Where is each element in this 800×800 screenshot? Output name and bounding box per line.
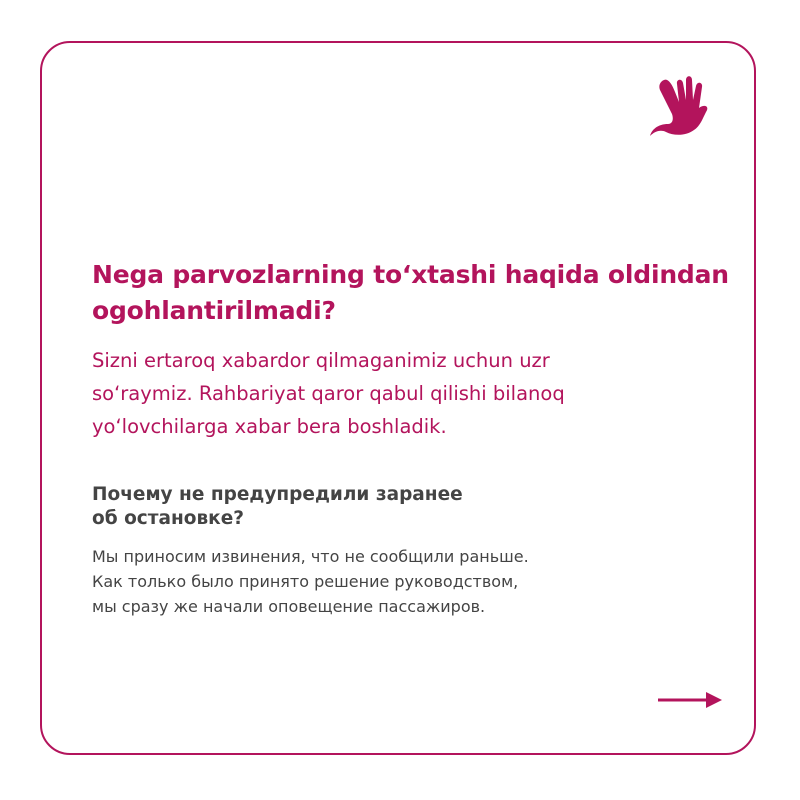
arrow-right-icon[interactable] xyxy=(656,689,724,711)
hand-bird-logo-icon xyxy=(646,70,726,146)
uz-answer-text: Sizni ertaroq xabardor qilmaganimiz uchun uzr so‘raymiz. Rahbariyat qaror qabul qilishi bilanoq yo‘lovchilarga xabar bera boshladik. xyxy=(92,349,565,438)
ru-answer-text: Мы приносим извинения, что не сообщили раньше. Как только было принято решение руководством, мы сразу же начали оповещение пассажиров. xyxy=(92,547,529,616)
uz-question-title: Nega parvozlarning to‘xtashi haqida oldindan ogohlantirilmadi? xyxy=(92,260,729,325)
ru-question-title: Почему не предупредили заранее об остановке? xyxy=(92,484,463,529)
